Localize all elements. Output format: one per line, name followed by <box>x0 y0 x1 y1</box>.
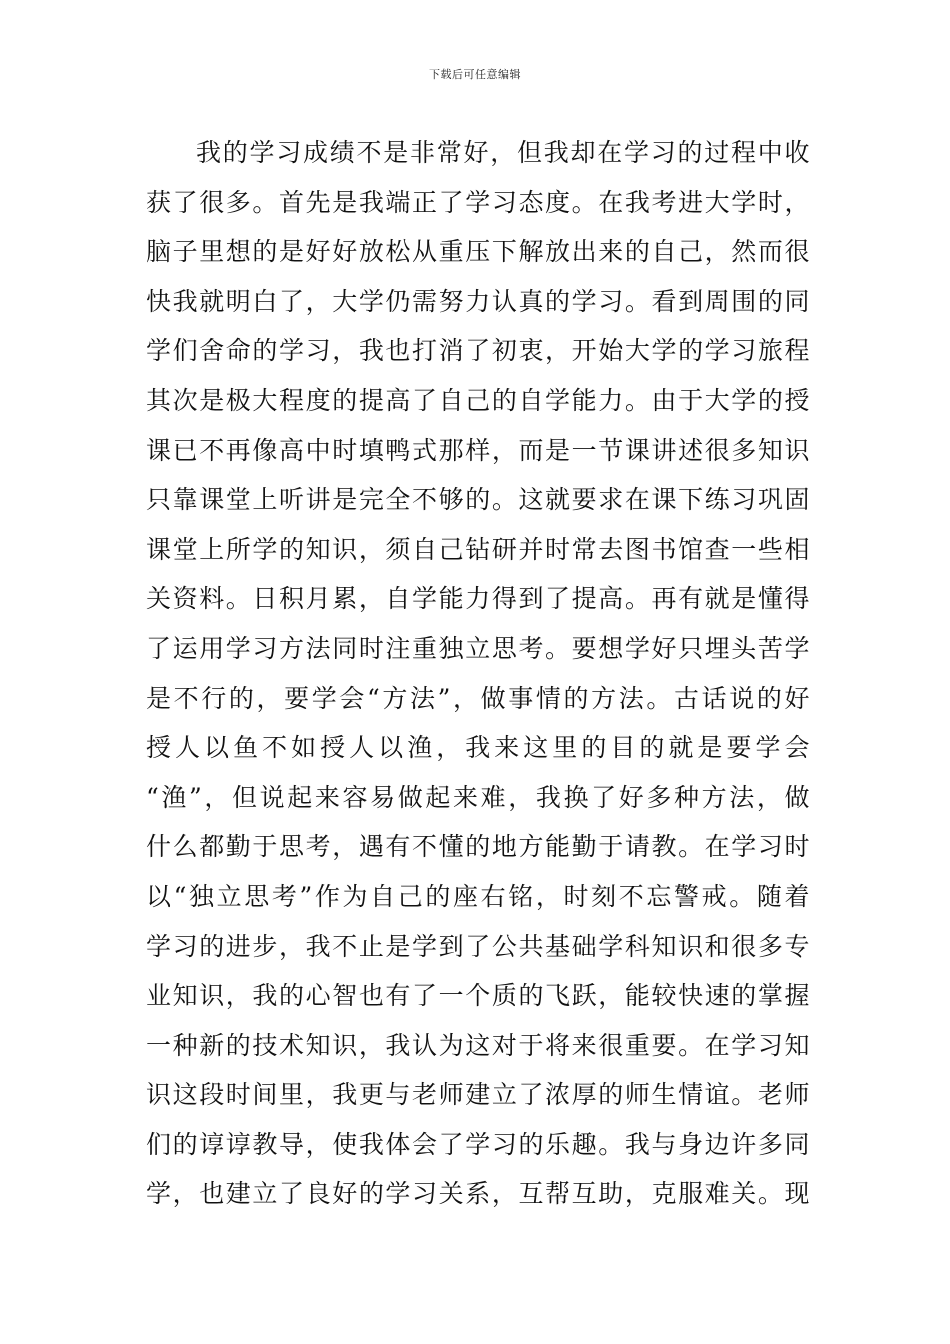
text-line: 其次是极大程度的提高了自己的自学能力。由于大学的授 <box>146 385 810 415</box>
text-line: 一种新的技术知识，我认为这对于将来很重要。在学习知 <box>146 1030 810 1060</box>
text-line: 们的谆谆教导，使我体会了学习的乐趣。我与身边许多同 <box>146 1129 810 1159</box>
header-note: 下载后可任意编辑 <box>429 68 521 81</box>
text-line: 以“独立思考”作为自己的座右铭，时刻不忘警戒。随着 <box>146 881 810 911</box>
text-line: 学，也建立了良好的学习关系，互帮互助，克服难关。现 <box>146 1179 810 1209</box>
body-paragraph <box>146 128 810 1219</box>
text-line: 脑子里想的是好好放松从重压下解放出来的自己，然而很 <box>146 237 810 267</box>
text-line: 授人以鱼不如授人以渔，我来这里的目的就是要学会 <box>146 733 810 763</box>
text-line: 快我就明白了，大学仍需努力认真的学习。看到周围的同 <box>146 286 810 316</box>
text-line: 是不行的，要学会“方法”，做事情的方法。古话说的好 <box>146 683 810 713</box>
text-line: 了运用学习方法同时注重独立思考。要想学好只埋头苦学 <box>146 633 810 663</box>
text-line: 学们舍命的学习，我也打消了初衷，开始大学的学习旅程 <box>146 336 810 366</box>
text-line: 关资料。日积月累，自学能力得到了提高。再有就是懂得 <box>146 584 810 614</box>
text-line: 课堂上所学的知识，须自己钻研并时常去图书馆查一些相 <box>146 534 810 564</box>
text-line: 什么都勤于思考，遇有不懂的地方能勤于请教。在学习时 <box>146 832 810 862</box>
text-line: 获了很多。首先是我端正了学习态度。在我考进大学时， <box>146 187 810 217</box>
text-line: 我的学习成绩不是非常好，但我却在学习的过程中收 <box>196 138 810 167</box>
text-line: “渔”，但说起来容易做起来难，我换了好多种方法，做 <box>146 782 810 812</box>
text-line: 只靠课堂上听讲是完全不够的。这就要求在课下练习巩固 <box>146 485 810 515</box>
text-line: 业知识，我的心智也有了一个质的飞跃，能较快速的掌握 <box>146 981 810 1011</box>
text-line: 识这段时间里，我更与老师建立了浓厚的师生情谊。老师 <box>146 1080 810 1110</box>
text-line: 课已不再像高中时填鸭式那样，而是一节课讲述很多知识 <box>146 435 810 465</box>
text-line: 学习的进步，我不止是学到了公共基础学科知识和很多专 <box>146 931 810 961</box>
